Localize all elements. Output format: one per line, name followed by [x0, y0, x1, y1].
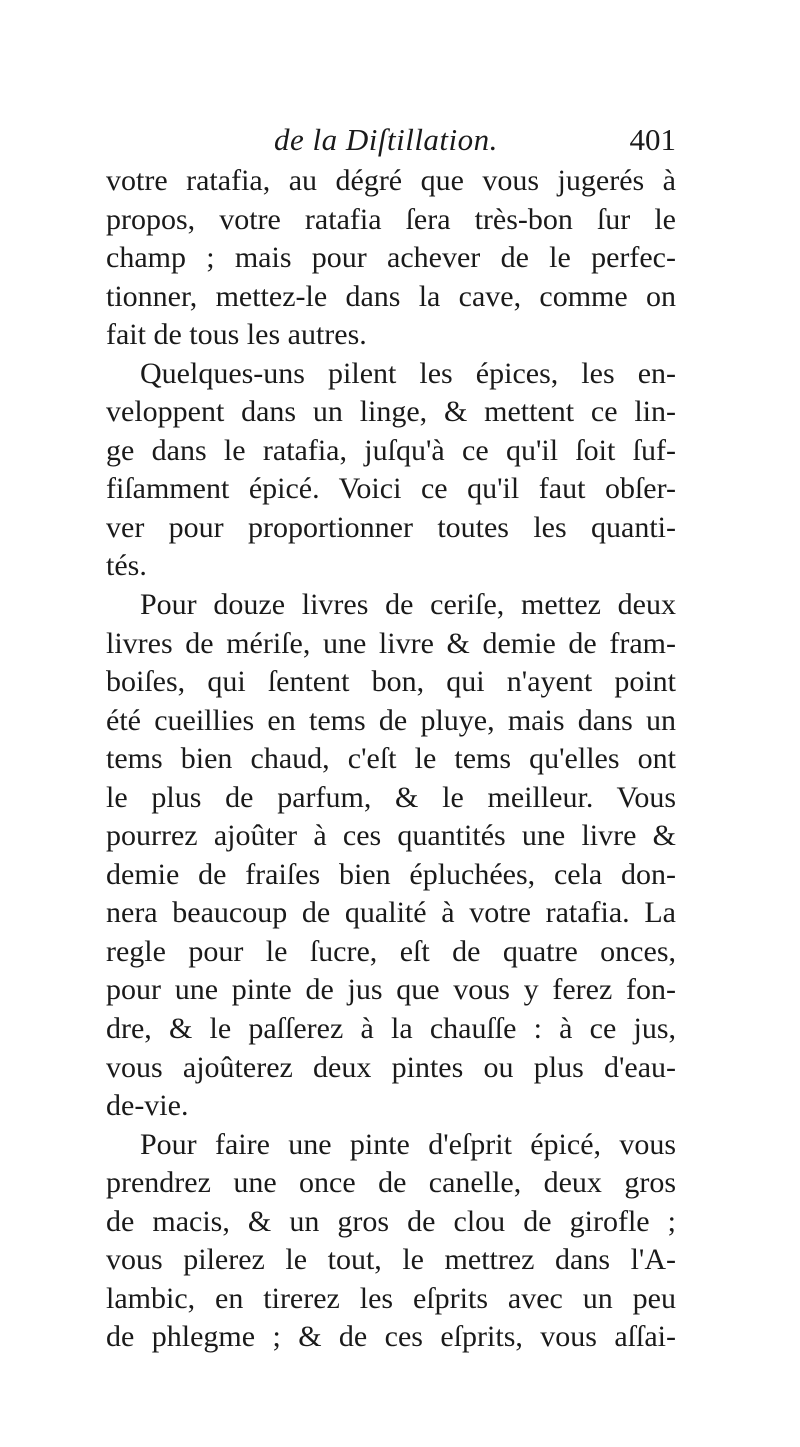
text-line: fiſamment épicé. Voici ce qu'il faut obſer- [106, 472, 676, 506]
text-line: lambic, en tirerez les eſprits avec un peu [106, 1281, 676, 1315]
text-line: ver pour proportionner toutes les quanti- [106, 510, 676, 544]
text-line: le plus de parfum, & le meilleur. Vous [106, 780, 676, 814]
text-line: de-vie. [106, 1089, 189, 1123]
text-line: de macis, & un gros de clou de girofle ; [106, 1204, 676, 1238]
text-line: boiſes, qui ſentent bon, qui n'ayent point [106, 665, 676, 699]
text-line: votre ratafia, au dégré que vous jugerés à [106, 164, 676, 197]
text-line: tems bien chaud, c'eſt le tems qu'elles ont [106, 742, 676, 776]
text-line: demie de fraiſes bien épluchées, cela don- [106, 857, 676, 891]
text-line: veloppent dans un linge, & mettent ce lin- [106, 395, 676, 429]
running-head [106, 122, 676, 166]
text-line: pourrez ajoûter à ces quantités une livre & [106, 819, 676, 853]
text-line: regle pour le ſucre, eſt de quatre onces, [106, 934, 676, 968]
text-line: vous pilerez le tout, le mettrez dans l'A- [106, 1243, 676, 1277]
text-line: tionner, mettez-le dans la cave, comme on [106, 279, 676, 313]
text-line: Pour faire une pinte d'eſprit épicé, vous [140, 1127, 676, 1161]
text-line: champ ; mais pour achever de le perfec- [106, 241, 676, 275]
body-text [106, 162, 676, 1357]
text-line: Pour douze livres de ceriſe, mettez deux [140, 588, 676, 622]
text-line: livres de mériſe, une livre & demie de fram- [106, 626, 676, 660]
page-number: 401 [629, 122, 676, 157]
text-line: ge dans le ratafia, juſqu'à ce qu'il ſoit ſuf- [106, 433, 676, 467]
text-line: de phlegme ; & de ces eſprits, vous aſſai- [106, 1320, 676, 1354]
text-line: fait de tous les autres. [106, 318, 367, 352]
text-line: Quelques-uns pilent les épices, les en- [140, 356, 676, 390]
text-line: tés. [106, 549, 147, 583]
running-title: de la Diſtillation. [274, 122, 498, 157]
text-line: dre, & le paſſerez à la chauſſe : à ce jus, [106, 1012, 676, 1046]
text-line: vous ajoûterez deux pintes ou plus d'eau- [106, 1050, 676, 1084]
text-line: nera beaucoup de qualité à votre ratafia. La [106, 896, 676, 930]
text-line: été cueillies en tems de pluye, mais dans un [106, 703, 676, 737]
text-line: propos, votre ratafia ſera très-bon ſur le [106, 202, 676, 236]
text-line: prendrez une once de canelle, deux gros [106, 1166, 676, 1200]
text-line: pour une pinte de jus que vous y ferez fon- [106, 973, 676, 1007]
